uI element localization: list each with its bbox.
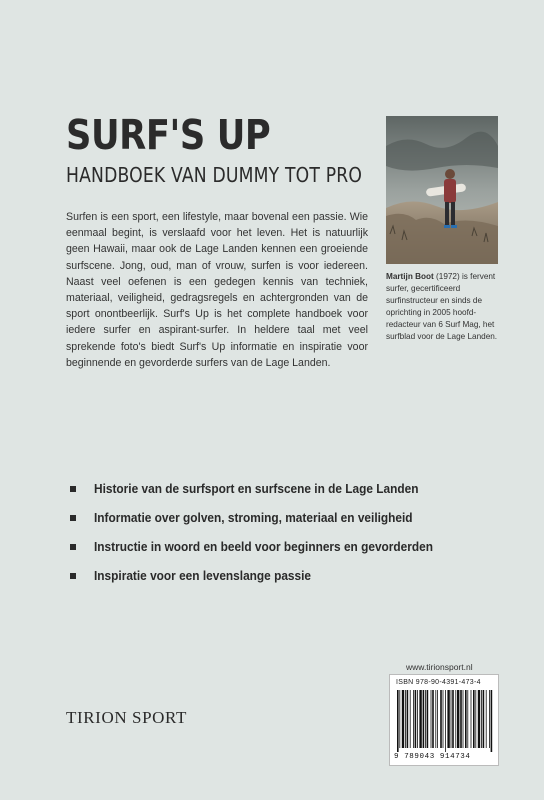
- barcode-bar: [443, 690, 444, 748]
- barcode-bar: [463, 690, 464, 748]
- website-url: www.tirionsport.nl: [406, 662, 473, 672]
- barcode-bar: [483, 690, 485, 748]
- barcode-bar: [465, 690, 467, 748]
- barcode-bar: [481, 690, 482, 748]
- barcode-bar: [415, 690, 417, 748]
- barcode-bar: [413, 690, 414, 748]
- isbn-label: ISBN 978-90-4391-473-4: [396, 679, 481, 686]
- barcode-panel: [389, 674, 499, 766]
- author-photo: [386, 116, 498, 264]
- barcode-bar: [452, 690, 454, 748]
- barcode-bar: [431, 690, 432, 748]
- list-item: Informatie over golven, stroming, materiaal en veiligheid: [70, 509, 510, 538]
- book-subtitle: HANDBOEK VAN DUMMY TOT PRO: [66, 163, 363, 187]
- barcode-bar: [417, 690, 418, 748]
- book-title: SURF'S UP: [66, 111, 271, 159]
- author-bio: [386, 271, 500, 343]
- barcode-bar: [471, 690, 472, 748]
- blurb-text: Surfen is een sport, een lifestyle, maar bovenal een passie. Wie eenmaal begint, is verslaafd voor het leven. Het is natuurlijk geen Hawaii, maar ook de Lage Landen kennen een groeiende surfscene. Jong, oud, man of vrouw, surfen is voor iedereen. Naast veel oefenen is een gedegen kennis van techniek, materiaal, veiligheid, gedragsregels en achtergronden van de sport onontbeerlijk. Surf's Up is het complete handboek voor iedere surfer en aspirant-surfer. In heldere taal met veel sprekende foto's biedt Surf's Up informatie en inspiratie voor beginnende en gevorderde surfers van de Lage Landen.: [66, 211, 368, 369]
- barcode-bar: [455, 690, 456, 748]
- barcode-bar: [432, 690, 434, 748]
- bullet-square-icon: [70, 515, 76, 521]
- barcode-icon: [397, 690, 493, 752]
- barcode-bar: [440, 690, 442, 748]
- author-photo-icon: [386, 116, 498, 264]
- barcode-bar: [460, 690, 462, 748]
- list-item: Inspiratie voor een levenslange passie: [70, 567, 510, 596]
- barcode-bar: [407, 690, 409, 748]
- barcode-bar: [478, 690, 480, 748]
- barcode-bar: [445, 690, 446, 752]
- barcode-bar: [473, 690, 475, 748]
- barcode-bar: [410, 690, 411, 748]
- barcode-bar: [451, 690, 452, 748]
- barcode-bar: [435, 690, 436, 748]
- list-item: Instructie in woord en beeld voor beginners en gevorderden: [70, 538, 510, 567]
- barcode-bar: [425, 690, 426, 748]
- feature-list: [70, 480, 510, 596]
- barcode-bar: [475, 690, 476, 748]
- barcode-bar: [437, 690, 438, 748]
- barcode-bar: [397, 690, 399, 752]
- list-item: Historie van de surfsport en surfscene in de Lage Landen: [70, 480, 510, 509]
- barcode-bar: [489, 690, 490, 748]
- barcode-bar: [402, 690, 404, 748]
- barcode-bar: [486, 690, 487, 748]
- author-name: Martijn Boot: [386, 272, 434, 281]
- bullet-square-icon: [70, 544, 76, 550]
- bullet-square-icon: [70, 486, 76, 492]
- barcode-number: 9 789043 914734: [394, 753, 471, 761]
- barcode-bar: [405, 690, 406, 748]
- barcode-bar: [447, 690, 449, 748]
- barcode-bar: [399, 690, 400, 748]
- barcode-bar: [423, 690, 425, 748]
- publisher-logo: TIRION SPORT: [66, 708, 187, 727]
- barcode-bar: [427, 690, 429, 748]
- barcode-bar: [467, 690, 468, 748]
- author-bio-text: (1972) is fervent surfer, gecertificeerd surfinstructeur en sinds de oprichting in 2005 hoofd-redacteur van 6 Surf Mag, het surfblad voor de Lage Landen.: [386, 272, 498, 341]
- barcode-bar: [457, 690, 459, 748]
- bullet-square-icon: [70, 573, 76, 579]
- barcode-bar: [491, 690, 493, 752]
- barcode-bar: [419, 690, 421, 748]
